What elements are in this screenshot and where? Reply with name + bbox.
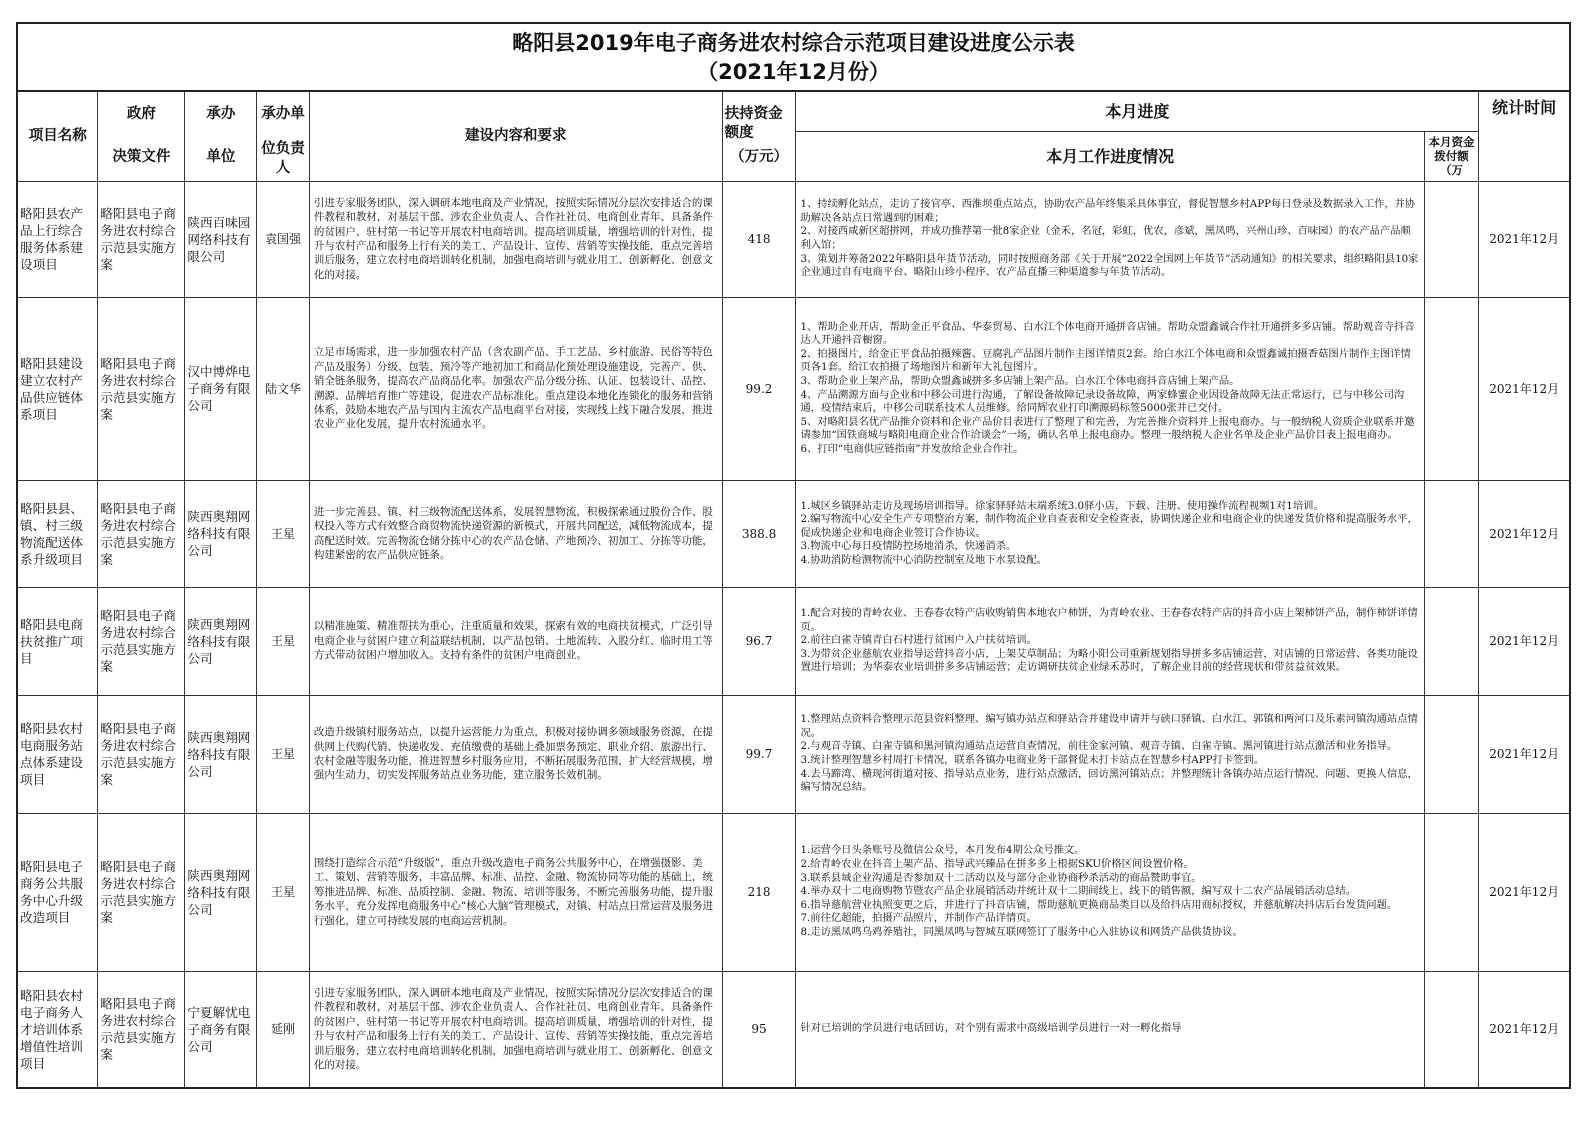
header-person [257,91,310,181]
progress-item: 针对已培训的学员进行电话回访，对个别有需求中高级培训学员进行一对一孵化指导 [800,1022,1182,1035]
progress-item: 2.给青岭农业在抖音上架产品、指导武兴臻品在拼多多上根据SKU价格区间设置价格。 [800,858,1194,871]
header-fund-top: 扶持资金额度 [724,106,783,142]
project-name-cell: 略阳县电商扶贫推广项目 [17,587,98,695]
gov-doc-cell: 略阳县电子商务进农村综合示范县实施方案 [98,587,185,695]
table-row [17,297,1570,480]
progress-cell [796,297,1424,480]
table-row [17,587,1570,695]
monthly-fund-cell [1424,695,1479,813]
header-monthly: 本月进度 [796,91,1479,131]
progress-item: 4、产品溯源方面与企业和中移公司进行沟通，了解设备故障记录设备故障，两家蜂蜜企业因设备故障无法正常运行，已与中移公司沟通，疫情结束后，中移公司联系技术人员维修。给同辉农业打印溯源码标签5000张并已交付。 [800,388,1405,415]
fund-cell: 96.7 [722,587,796,695]
progress-sheet [16,22,1571,1089]
progress-cell [796,813,1424,971]
progress-cell [796,695,1424,813]
stat-time-cell: 2021年12月 [1479,587,1570,695]
progress-item: 4.举办双十二电商购物节暨农产品企业展销活动并统计双十二期间线上、线下的销售额，编写双十二农产品展销活动总结。 [800,885,1357,898]
gov-doc-cell: 略阳县电子商务进农村综合示范县实施方案 [98,480,185,587]
progress-item: 1.配合对接的青岭农业、王春春农特产店收购销售本地农户柿饼，为青岭农业、王春春农特产店的抖音小店上架柿饼产品，制作柿饼详情页。 [800,607,1418,633]
person-cell: 延刚 [257,971,310,1088]
fund-cell: 99.2 [722,297,796,480]
project-name-cell: 略阳县县、镇、村三级物流配送体系升级项目 [17,480,98,587]
header-content: 建设内容和要求 [309,91,722,181]
table-row [17,971,1570,1088]
progress-item: 3.为带贫企业慈航农业指导运营抖音小店，上架艾草制品；为略小阳公司重新规划指导拼多多店铺运营，对店铺的日常运营、各类功能设置进行培训；为华泰农业培训拼多多店铺运营；走访调研扶贫企业绿禾苏时，了解企业目前的经营现状和带贫益贫效果。 [800,647,1418,674]
content-cell: 改造升级镇村服务站点，以提升运营能力为重点，积极对接协调多领域服务资源，在提供网上代购代销、快递收发、充值缴费的基础上叠加票务预定、职业介绍、旅游出行、农村金融等服务功能，推进智慧乡村服务应用，不断拓展服务范围，扩大经营规模，增强内生动力，切实发挥服务站点业务功能，建立服务长效机制。 [309,695,722,813]
person-cell: 王星 [257,813,310,971]
unit-cell: 陕西奥翔网络科技有限公司 [185,813,257,971]
progress-cell [796,971,1424,1088]
header-project-name: 项目名称 [17,91,98,181]
unit-cell: 宁夏解忧电子商务有限公司 [185,971,257,1088]
person-cell: 袁国强 [257,181,310,297]
monthly-fund-cell [1424,480,1479,587]
table-row [17,813,1570,971]
table-row [17,695,1570,813]
progress-table [16,90,1571,1089]
progress-item: 4.协助消防检测物流中心消防控制室及地下水泵设配。 [800,553,1048,566]
progress-item: 4.去马蹄湾、横现河街道对接、指导站点业务，进行站点激活，回访黑河镇站点；并整理统计各镇办站点运行情况、问题、更换人信息，编写情况总结。 [800,767,1418,794]
unit-cell: 陕西百味园网络科技有限公司 [185,181,257,297]
progress-item: 3.统计整理智慧乡村周打卡情况，联系各镇办电商业务干部督促未打卡站点在智慧乡村APP打卡签到。 [800,754,1265,766]
header-unit [185,91,257,181]
header-monthly-work: 本月工作进度情况 [796,131,1424,181]
progress-item: 8.走访黑凤鸣乌鸡养殖社，同黑凤鸣与智城互联网签订了服务中心入驻协议和网货产品供货协议。 [800,925,1243,938]
monthly-fund-cell [1424,587,1479,695]
project-name-cell: 略阳县电子商务公共服务中心升级改造项目 [17,813,98,971]
unit-cell: 汉中博烨电子商务有限公司 [185,297,257,480]
progress-item: 6、打印“电商供应链指南”并发放给企业合作社。 [800,442,1024,455]
person-cell: 王星 [257,480,310,587]
progress-item: 7.前往亿超能，拍摄产品照片，并制作产品详情页。 [800,912,1037,925]
stat-time-cell: 2021年12月 [1479,297,1570,480]
progress-item: 6.指导慈航营业执照变更之后，并进行了抖音店铺，帮助慈航更换商品类目以及给抖店用商标授权，并慈航解决抖店后台发货问题。 [800,898,1398,911]
table-row [17,181,1570,297]
header-unit-bottom: 单位 [206,149,236,166]
content-cell: 引进专家服务团队，深入调研本地电商及产业情况，按照实际情况分层次安排适合的课件教程和教材，对基层干部、涉农企业负责人、合作社社员、电商创业青年、具备条件的贫困户、驻村第一书记等开展农村电商培训。提高培训质量，增强培训的针对性，提升与农村产品和服务上行有关的美工、产品设计、宣传、营销等实操技能，重点完善培训后服务，建立农村电商培训转化机制，加强电商培训与就业用工、创新孵化、创意文化的对接。 [309,971,722,1088]
gov-doc-cell: 略阳县电子商务进农村综合示范县实施方案 [98,813,185,971]
progress-cell [796,480,1424,587]
project-name-cell: 略阳县农村电子商务人才培训体系增值性培训项目 [17,971,98,1088]
stat-time-cell: 2021年12月 [1479,971,1570,1088]
fund-cell: 418 [722,181,796,297]
progress-item: 3.联系县域企业沟通是否参加双十二活动以及与部分企业协商秒杀活动的商品赞助事宜。 [800,871,1202,884]
content-cell: 立足市场需求，进一步加强农村产品（含农副产品、手工艺品、乡村旅游、民俗等特色产品及服务）分级、包装、预冷等产地初加工和商品化预处理设施建设，完善产、供、销全链条服务，提高农产品商品化率。加强农产品分级分拣、认证、包装设计、品控、溯源、品牌培育推广等建设，促进农产品标准化。重点建设本地化连锁化的服务和营销体系，鼓励本地农产品与国内主流农产品电商平台对接，实现线上线下融合发展，推进农业产业化发展，提升农村流通水平。 [309,297,722,480]
table-body [17,181,1570,1088]
stat-time-cell: 2021年12月 [1479,181,1570,297]
content-cell: 进一步完善县、镇、村三级物流配送体系，发展智慧物流，积极探索通过股份合作、股权投入等方式有效整合商贸物流快递资源的新模式，开展共同配送，减低物流成本，提高配送时效。完善物流仓储分拣中心的农产品仓储、产地预冷、初加工、分拣等功能，构建紧密的农产品供应链条。 [309,480,722,587]
page-title: 略阳县2019年电子商务进农村综合示范项目建设进度公示表 [512,31,1075,55]
gov-doc-cell: 略阳县电子商务进农村综合示范县实施方案 [98,181,185,297]
progress-item: 2、拍摄图片，给金正平食品拍摄辣酱、豆腐乳产品图片制作主图详情页2套。给白水江个体电商和众盟鑫诚拍摄香菇图片制作主图详情页各1套。给江农拍摄了场地图片和新年大礼包图片。 [800,347,1411,374]
person-cell: 王星 [257,695,310,813]
progress-item: 2.与观音寺镇、白雀寺镇和黑河镇沟通站点运营自查情况，前往金家河镇、观音寺镇、白雀寺镇、黑河镇进行站点激活和业务指导。 [800,740,1398,753]
fund-cell: 99.7 [722,695,796,813]
gov-doc-cell: 略阳县电子商务进农村综合示范县实施方案 [98,971,185,1088]
progress-item: 1、持续孵化站点，走访了接官亭、西淮坝重点站点，协助农产品年终集采具体事宜，督促智慧乡村APP每日登录及数据录入工作，并协助解决各站点日常遇到的困难； [800,198,1416,224]
stat-time-cell: 2021年12月 [1479,480,1570,587]
fund-cell: 95 [722,971,796,1088]
header-monthly-fund: 本月资金拨付额（万 [1424,131,1479,181]
monthly-fund-cell [1424,813,1479,971]
progress-item: 1.运营今日头条账号及微信公众号，本月发布4期公众号推文。 [800,844,1085,857]
fund-cell: 218 [722,813,796,971]
project-name-cell: 略阳县建设建立农村产品供应链体系项目 [17,297,98,480]
project-name-cell: 略阳县农产品上行综合服务体系建设项目 [17,181,98,297]
progress-item: 3、帮助企业上架产品，帮助众盟鑫诚拼多多店铺上架产品。白水江个体电商抖音店铺上架产品。 [800,374,1240,387]
unit-cell: 陕西奥翔网络科技有限公司 [185,480,257,587]
fund-cell: 388.8 [722,480,796,587]
progress-item: 2.编写物流中心安全生产专项整治方案，制作物流企业自查表和安全检查表，协调快递企业和电商企业的快递发货价格和提高服务水平，促成快递企业和电商企业签订合作协议。 [800,513,1418,539]
monthly-fund-cell [1424,181,1479,297]
progress-item: 3、策划并筹备2022年略阳县年货节活动，同时按照商务部《关于开展“2022全国网上年货节”活动通知》的相关要求，组织略阳县10家企业通过自有电商平台、略阳山珍小程序、农产品直播三种渠道参与年货节活动。 [800,252,1419,279]
person-cell: 王星 [257,587,310,695]
content-cell: 围绕打造综合示范“升级版”，重点升级改造电子商务公共服务中心，在增强摄影、美工、策划、营销等服务，丰富品牌、标准、品控、金融、物流协同等功能的基础上，统筹推进品牌、标准、品质控制、金融、物流、培训等服务，不断完善服务功能，提升服务水平，充分发挥电商服务中心“核心大脑”管理模式，对镇、村站点日常运营及服务进行强化，建立可持续发展的电商运营机制。 [309,813,722,971]
monthly-fund-cell [1424,971,1479,1088]
progress-item: 1、帮助企业开店，帮助金正平食品、华泰贸易、白水江个体电商开通拼音店铺。帮助众盟鑫诚合作社开通拼多多店铺。帮助观音寺抖音达人开通抖音橱窗。 [800,320,1415,347]
header-fund-bottom: （万元） [730,149,789,166]
content-cell: 以精准施策、精准帮扶为重心，注重质量和效果，探索有效的电商扶贫模式，广泛引导电商企业与贫困户建立利益联结机制，以产品包销、土地流转、入股分红、临时用工等方式带动贫困户增加收入。支持有条件的贫困户电商创业。 [309,587,722,695]
header-fund [722,91,796,181]
stat-time-cell: 2021年12月 [1479,813,1570,971]
person-cell: 陆文华 [257,297,310,480]
gov-doc-cell: 略阳县电子商务进农村综合示范县实施方案 [98,695,185,813]
header-person-bottom: 位负责人 [261,141,305,177]
header-stat-time: 统计时间 [1479,91,1570,181]
progress-item: 3.物流中心每日疫情防控场地消杀，快递消杀。 [800,540,1017,553]
progress-cell [796,587,1424,695]
unit-cell: 陕西奥翔网络科技有限公司 [185,587,257,695]
monthly-fund-cell [1424,297,1479,480]
title-block [16,22,1571,90]
progress-item: 5、对略阳县名优产品推介资料和企业产品价目表进行了整理了和完善，为完善推介资料并上报电商办。与一般纳税人资质企业联系并邀请参加“国铁商城与略阳电商企业合作洽谈会”一场，确认名单上报电商办。整理一般纳税人企业名单及企业产品价目表上报电商办。 [800,415,1415,442]
progress-item: 2.前往白雀寺镇青白石村进行贫困户入户扶贫培训。 [800,634,1037,647]
content-cell: 引进专家服务团队，深入调研本地电商及产业情况，按照实际情况分层次安排适合的课件教程和教材，对基层干部、涉农企业负责人、合作社社员、电商创业青年、具备条件的贫困户、驻村第一书记等开展农村电商培训。提高培训质量，增强培训的针对性，提升与农村产品和服务上行有关的美工、产品设计、宣传、营销等实操技能，重点完善培训后服务，建立农村电商培训转化机制，加强电商培训与就业用工、创新孵化、创意文化的对接。 [309,181,722,297]
header-gov-doc [98,91,185,181]
progress-item: 1.整理站点资料合整理示范县资料整理、编写镇办站点和驿站合并建设申请并与硖口驿镇、白水江、郭镇和两河口及乐素河镇沟通站点情况。 [800,713,1418,739]
progress-item: 2、对接西咸新区超拼网，并成功推荐第一批8家企业（金禾，名冠，彩虹，优农，彦斌，黑凤鸣，兴州山珍、百味园）的农产品产品顺利入馆； [800,225,1411,251]
header-gov-doc-bottom: 决策文件 [112,149,171,166]
page-subtitle: （2021年12月份） [697,60,890,84]
gov-doc-cell: 略阳县电子商务进农村综合示范县实施方案 [98,297,185,480]
header-person-top: 承办单 [261,106,305,123]
unit-cell: 陕西奥翔网络科技有限公司 [185,695,257,813]
header-gov-doc-top: 政府 [126,106,156,123]
progress-item: 1.城区乡镇驿站走访及现场培训指导。徐家驿驿站末端系统3.0驿小店，下载、注册、使用操作流程视频1对1培训。 [800,499,1324,512]
stat-time-cell: 2021年12月 [1479,695,1570,813]
project-name-cell: 略阳县农村电商服务站点体系建设项目 [17,695,98,813]
header-unit-top: 承办 [206,106,236,123]
progress-cell [796,181,1424,297]
table-row [17,480,1570,587]
